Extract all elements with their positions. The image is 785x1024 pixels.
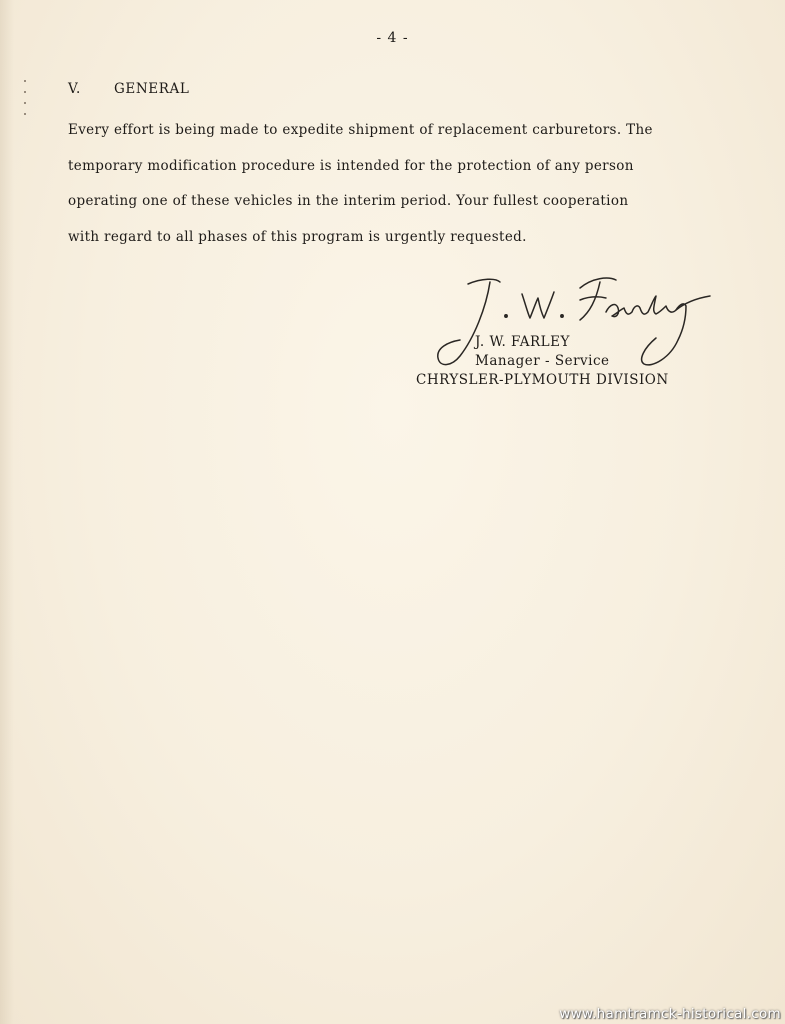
margin-dot xyxy=(24,80,26,82)
signer-name: J. W. FARLEY xyxy=(475,334,570,350)
section-number: V. xyxy=(68,81,81,97)
signer-title: Manager - Service xyxy=(475,353,610,369)
margin-dot xyxy=(24,91,26,93)
signer-division: CHRYSLER-PLYMOUTH DIVISION xyxy=(416,372,669,388)
signature-block xyxy=(416,333,716,390)
margin-dot xyxy=(24,113,26,115)
body-line: with regard to all phases of this program is urgently requested. xyxy=(68,228,527,245)
body-paragraph xyxy=(68,118,728,260)
margin-marks xyxy=(22,80,28,130)
margin-dot xyxy=(24,102,26,104)
body-line: operating one of these vehicles in the interim period. Your fullest cooperation xyxy=(68,193,629,209)
body-line: Every effort is being made to expedite shipment of replacement carburetors. The xyxy=(68,122,653,138)
section-heading xyxy=(68,81,189,97)
page-edge-shadow xyxy=(0,0,14,1024)
section-title: GENERAL xyxy=(114,81,190,97)
page-number: - 4 - xyxy=(376,30,409,46)
body-line: temporary modification procedure is intended for the protection of any person xyxy=(68,157,634,174)
watermark: www.hamtramck-historical.com xyxy=(559,1006,781,1022)
